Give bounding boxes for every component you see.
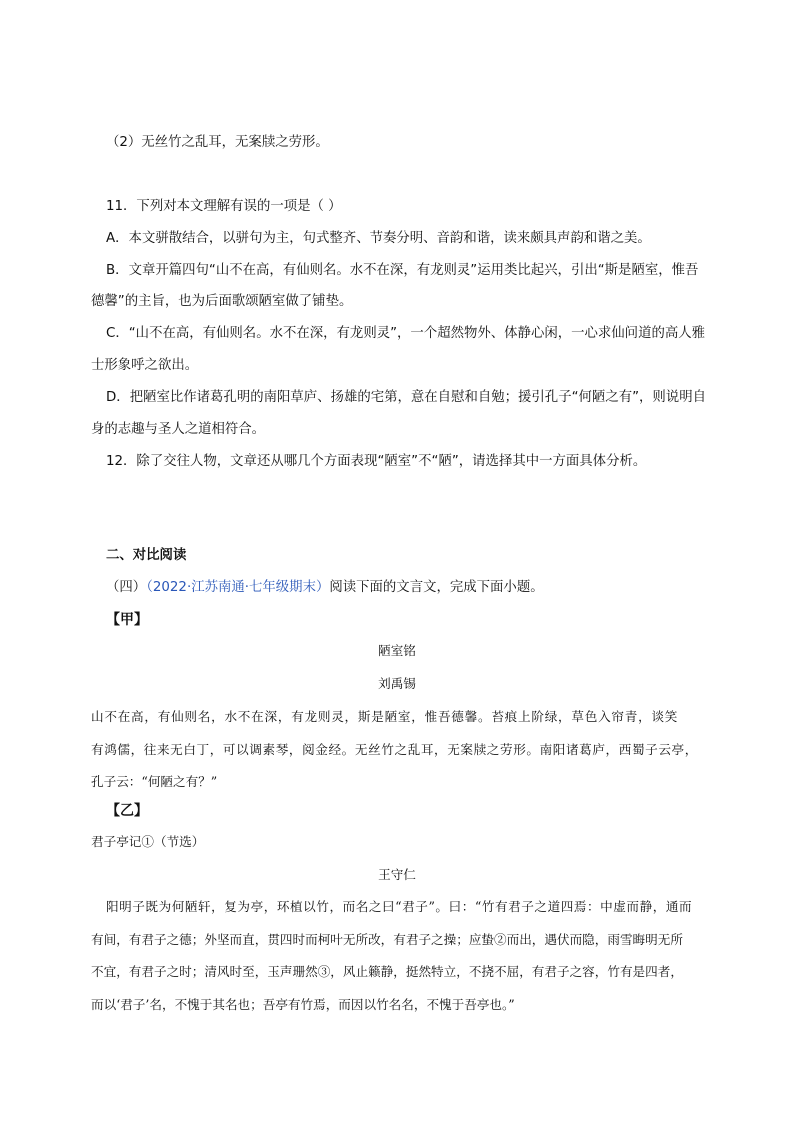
intro-prefix: （四） xyxy=(106,580,147,595)
yi-text-line2: 有间，有君子之德；外坚而直，贯四时而柯叶无所改，有君子之操；应蛰②而出，遇伏而隐，雨雪晦明无所 xyxy=(91,932,683,947)
jia-label: 【甲】 xyxy=(106,612,148,628)
question-11-option-a: A．本文骈散结合，以骈句为主，句式整齐、节奏分明、音韵和谐，读来颇具声韵和谐之美。 xyxy=(106,231,651,246)
question-11-option-d-line2: 身的志趣与圣人之道相符合。 xyxy=(91,422,266,437)
jia-text-line3: 孔子云：“何陋之有？” xyxy=(91,774,218,789)
jia-text-line2: 有鸿儒，往来无白丁，可以调素琴，阅金经。无丝竹之乱耳，无案牍之劳形。南阳诸葛庐，西蜀子云亭， xyxy=(91,742,698,757)
intro-source: （2022·江苏南通·七年级期末） xyxy=(146,580,330,595)
question-12: 12．除了交往人物，文章还从哪几个方面表现“陋室”不“陋”，请选择其中一方面具体分析。 xyxy=(106,454,647,469)
yi-text-line1: 阳明子既为何陋轩，复为亭，环植以竹，而名之曰“君子”。曰：“竹有君子之道四焉：中虚而静，通而 xyxy=(106,899,693,914)
yi-title: 君子亭记①（节选） xyxy=(91,834,205,849)
passage-intro xyxy=(106,578,544,598)
jia-text-line1: 山不在高，有仙则名，水不在深，有龙则灵，斯是陋室，惟吾德馨。苔痕上阶绿，草色入帘青，谈笑 xyxy=(91,709,679,724)
intro-suffix: 阅读下面的文言文，完成下面小题。 xyxy=(329,580,544,595)
question-11-option-c-line2: 士形象呼之欲出。 xyxy=(91,358,199,373)
yi-label: 【乙】 xyxy=(106,803,148,819)
jia-author: 刘禹锡 xyxy=(378,676,416,691)
question-11-option-c-line1: C．“山不在高，有仙则名。水不在深，有龙则灵”，一个超然物外、体静心闲，一心求仙问道的高人雅 xyxy=(106,326,706,341)
jia-title: 陋室铭 xyxy=(378,643,416,658)
yi-text-line4: 而以‘君子’名，不愧于其名也；吾亭有竹焉，而因以竹名名，不愧于吾亭也。” xyxy=(91,997,515,1012)
question-11-option-b-line2: 德馨”的主旨，也为后面歌颂陋室做了铺垫。 xyxy=(91,294,353,309)
question-11-option-b-line1: B．文章开篇四句“山不在高，有仙则名。水不在深，有龙则灵”运用类比起兴，引出“斯是陋室，惟吾 xyxy=(106,263,699,278)
section-heading: 二、对比阅读 xyxy=(106,548,187,563)
question-11-option-d-line1: D．把陋室比作诸葛孔明的南阳草庐、扬雄的宅第，意在自慰和自勉；援引孔子“何陋之有”，则说明自 xyxy=(106,390,706,405)
translation-item-2: （2）无丝竹之乱耳，无案牍之劳形。 xyxy=(106,135,329,150)
yi-author: 王守仁 xyxy=(378,867,416,882)
yi-text-line3: 不宜，有君子之时；清风时至，玉声珊然③，风止籁静，挺然特立，不挠不屈，有君子之容，竹有是四者， xyxy=(91,964,683,979)
question-11-stem: 11．下列对本文理解有误的一项是（ ） xyxy=(106,199,342,214)
